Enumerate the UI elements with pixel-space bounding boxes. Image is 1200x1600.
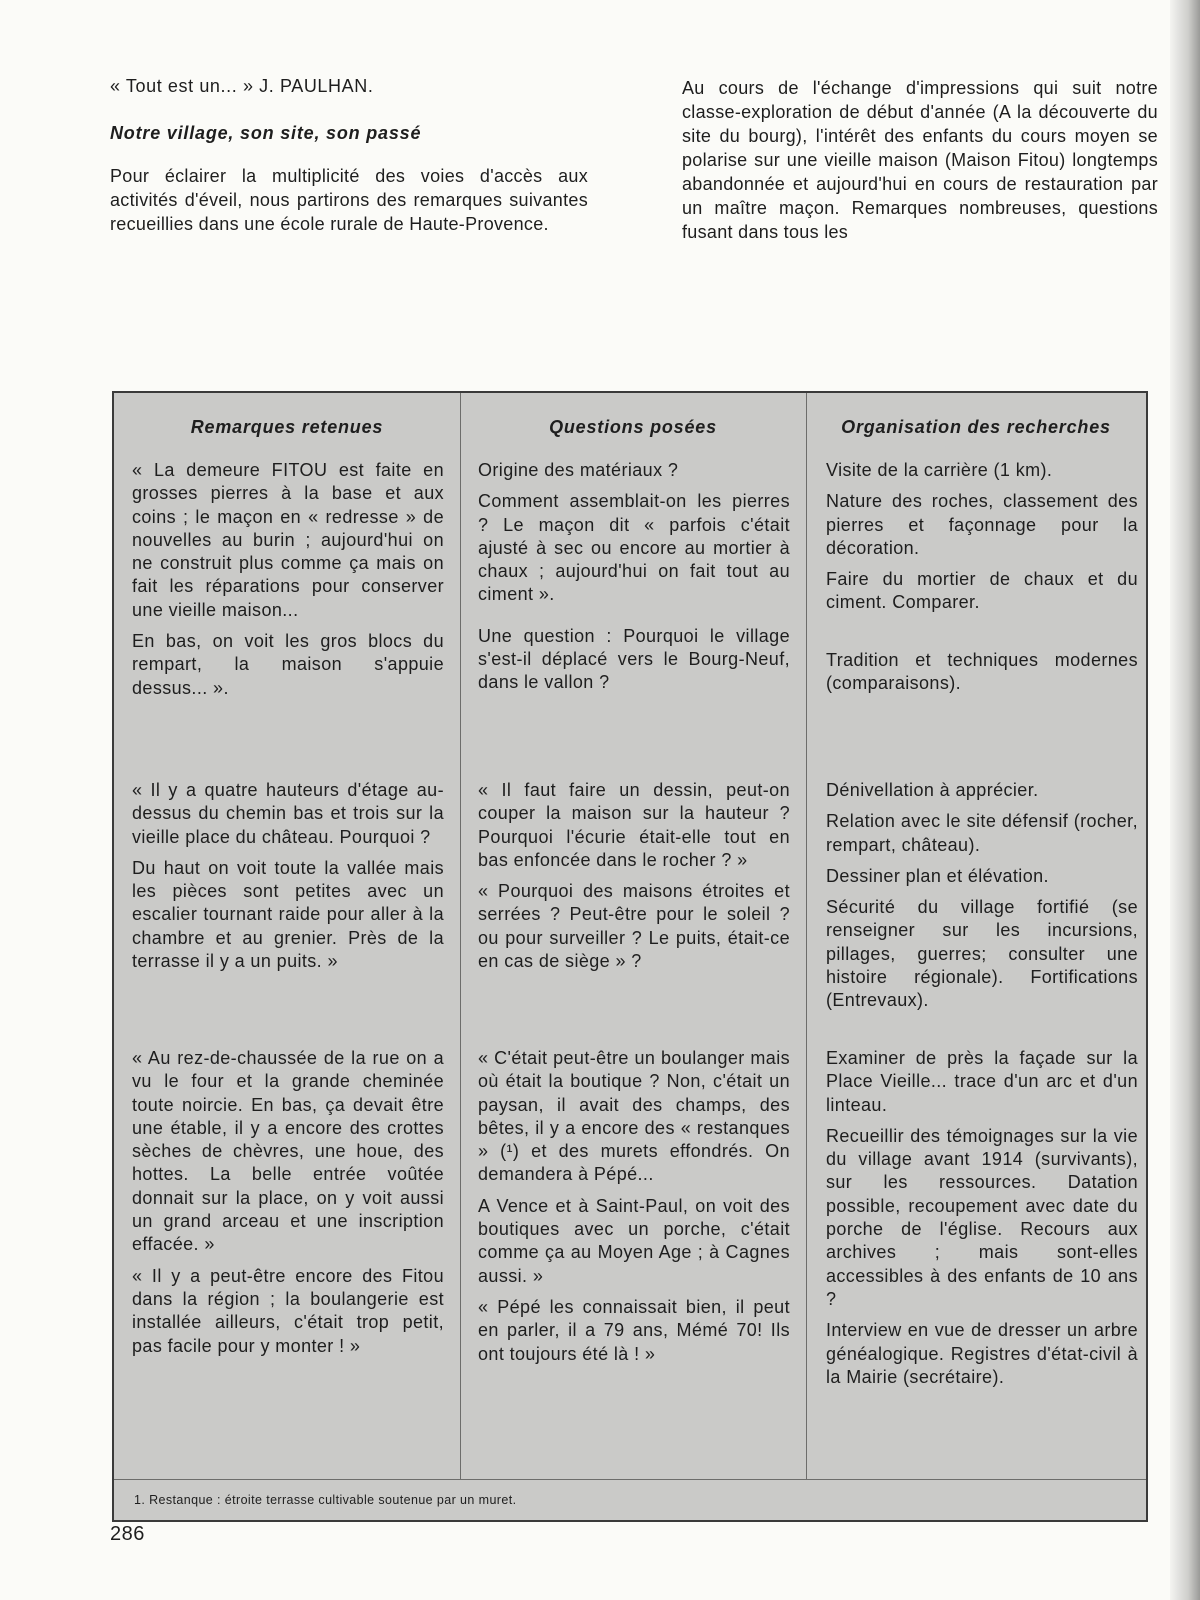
column-remarques	[114, 393, 460, 1479]
cell-paragraph: En bas, on voit les gros blocs du rempart, la maison s'appuie dessus... ».	[132, 631, 444, 698]
cell-paragraph: Sécurité du village fortifié (se renseigner sur les incursions, pillages, guerres; consulter une histoire régionale). Fortifications (Entrevaux).	[826, 897, 1138, 1011]
cell-paragraph: Faire du mortier de chaux et du ciment. Comparer.	[826, 569, 1138, 613]
cell-paragraph: « Il y a peut-être encore des Fitou dans la région ; la boulangerie est installée ailleurs, c'était trop petit, pas facile pour y monter ! »	[132, 1265, 444, 1356]
cell-paragraph: Une question : Pourquoi le village s'est-il déplacé vers le Bourg-Neuf, dans le vallon ?	[478, 625, 790, 693]
intro-left-column	[110, 76, 588, 236]
table-cell	[132, 1047, 444, 1366]
table-cell	[826, 1047, 1138, 1397]
research-table	[112, 391, 1148, 1522]
cell-paragraph: « Au rez-de-chaussée de la rue on a vu le four et la grande cheminée toute noircie. En bas, ça devait être une étable, il y a encore des crottes sèches de chèvres, une houe, des hottes. La belle entrée voûtée donnait sur la place, on y voit aussi un grand arceau et une inscription effacée. »	[132, 1048, 444, 1255]
table-cell	[826, 459, 1138, 703]
cell-paragraph: Visite de la carrière (1 km).	[826, 460, 1053, 480]
cell-paragraph: « Il y a quatre hauteurs d'étage au-dessus du chemin bas et trois sur la vieille place du château. Pourquoi ?	[132, 780, 444, 847]
cell-paragraph: Comment assemblait-on les pierres ? Le maçon dit « parfois c'était ajusté à sec ou encore au mortier à chaux ; aujourd'hui on fait tout au ciment ».	[478, 491, 790, 605]
intro-right-column	[682, 76, 1158, 244]
page-binding-shadow	[1170, 0, 1200, 1600]
cell-paragraph: « La demeure FITOU est faite en grosses pierres à la base et aux coins ; le maçon en « redresse » de nouvelles au burin ; aujourd'hui on ne construit plus comme ça mais on fait les réparations pour conserver une vieille maison...	[132, 460, 444, 620]
cell-paragraph: Interview en vue de dresser un arbre généalogique. Registres d'état-civil à la Mairie (secrétaire).	[826, 1320, 1138, 1387]
footnote: 1. Restanque : étroite terrasse cultivable soutenue par un muret.	[134, 1493, 517, 1507]
table-cell	[478, 1047, 790, 1374]
intro-left-paragraph: Pour éclairer la multiplicité des voies d'accès aux activités d'éveil, nous partirons des remarques suivantes recueillies dans une école rurale de Haute-Provence.	[110, 166, 588, 234]
column-header-recherches: Organisation des recherches	[841, 417, 1111, 437]
cell-paragraph: Nature des roches, classement des pierres et façonnage pour la décoration.	[826, 491, 1138, 558]
cell-paragraph: « Pépé les connaissait bien, il peut en parler, il a 79 ans, Mémé 70! Ils ont toujours été là ! »	[478, 1296, 790, 1364]
cell-paragraph: Du haut on voit toute la vallée mais les pièces sont petites avec un escalier tournant raide pour aller à la chambre et au grenier. Près de la terrasse il y a un puits. »	[132, 857, 444, 972]
cell-paragraph: Recueillir des témoignages sur la vie du village avant 1914 (survivants), sur les ressources. Datation possible, recoupement avec date du porche de l'église. Recours aux archives ; mais sont-elles accessibles à des enfants de 10 ans ?	[826, 1125, 1138, 1309]
footnote-divider	[114, 1479, 1146, 1480]
table-cell	[478, 779, 790, 981]
column-header-remarques: Remarques retenues	[190, 417, 384, 437]
cell-paragraph: « Il faut faire un dessin, peut-on couper la maison sur la hauteur ? Pourquoi l'écurie était-elle tout en bas enfoncée dans le rocher ? »	[478, 780, 790, 870]
cell-paragraph: Dénivellation à apprécier.	[826, 780, 1039, 800]
column-questions	[460, 393, 806, 1479]
intro-right-paragraph: Au cours de l'échange d'impressions qui suit notre classe-exploration de début d'année (A la découverte du site du bourg), l'intérêt des enfants du cours moyen se polarise sur une vieille maison (Maison Fitou) longtemps abandonnée et aujourd'hui en cours de restauration par un maître maçon. Remarques nombreuses, questions fusant dans tous les	[682, 78, 1158, 242]
column-recherches	[806, 393, 1146, 1479]
table-cell	[132, 779, 444, 981]
table-cell	[478, 459, 790, 703]
table-cell	[826, 779, 1138, 1021]
cell-paragraph: « Pourquoi des maisons étroites et serrées ? Peut-être pour le soleil ? ou pour surveiller ? Le puits, était-ce en cas de siège » ?	[478, 881, 790, 972]
cell-paragraph: Examiner de près la façade sur la Place Vieille... trace d'un arc et d'un linteau.	[826, 1048, 1138, 1115]
cell-paragraph: Tradition et techniques modernes (comparaisons).	[826, 649, 1138, 694]
cell-paragraph: Dessiner plan et élévation.	[826, 865, 1049, 886]
table-cell	[132, 459, 444, 708]
cell-paragraph: « C'était peut-être un boulanger mais où était la boutique ? Non, c'était un paysan, il avait des champs, des bêtes, il y a encore des « restanques » (¹) et des murets effondrés. On demandera à Pépé...	[478, 1048, 790, 1185]
cell-paragraph: Relation avec le site défensif (rocher, rempart, château).	[826, 811, 1138, 855]
cell-paragraph: A Vence et à Saint-Paul, on voit des boutiques avec un porche, c'était comme ça au Moyen Age ; à Cagnes aussi. »	[478, 1195, 790, 1286]
page-number: 286	[110, 1523, 145, 1545]
cell-paragraph: Origine des matériaux ?	[478, 460, 679, 480]
section-title: Notre village, son site, son passé	[110, 123, 422, 143]
column-header-questions: Questions posées	[549, 417, 717, 437]
epigraph: « Tout est un... » J. PAULHAN.	[110, 76, 374, 96]
